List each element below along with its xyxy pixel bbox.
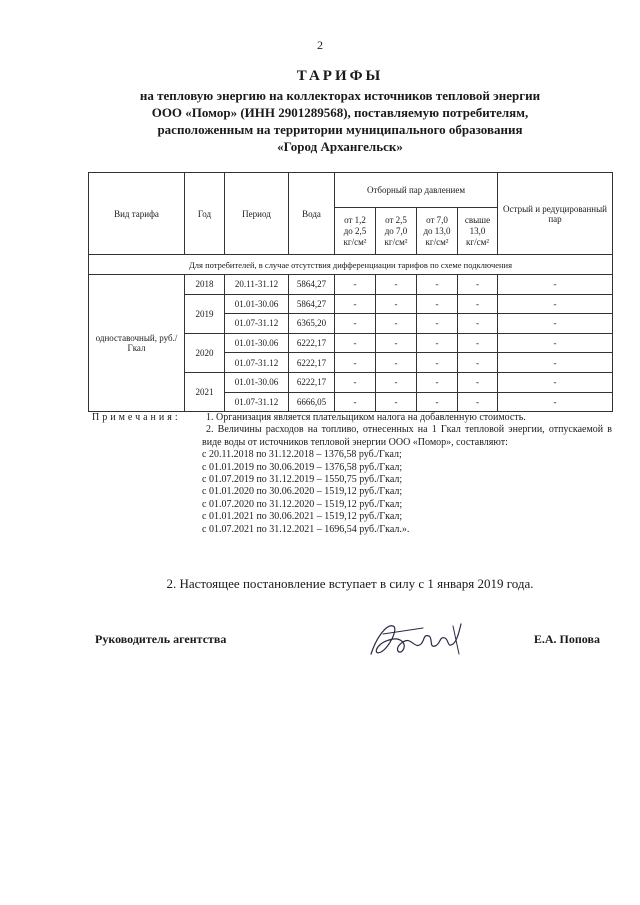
dash-cell: - [417,333,458,353]
page-number: 2 [317,38,323,52]
dash-cell: - [417,294,458,314]
fuel-line: с 01.01.2019 по 30.06.2019 – 1376,58 руб./Гкал; [202,461,403,473]
title-line-4: «Город Архангельск» [277,139,403,154]
notes-label: Примечания: [92,412,181,423]
period-cell: 01.07-31.12 [225,392,289,412]
section-label: Для потребителей, в случае отсутствия дифференциации тарифов по схеме подключения [89,255,613,275]
year-cell: 2021 [185,372,225,411]
title-line-2: ООО «Помор» (ИНН 2901289568), поставляемую потребителям, [151,105,529,120]
dash-cell: - [376,333,417,353]
dash-cell: - [335,275,376,295]
dash-cell: - [376,392,417,412]
dash-cell: - [335,353,376,373]
header-period: Период [225,173,289,255]
dash-cell: - [417,314,458,334]
year-cell: 2018 [185,275,225,295]
dash-cell: - [376,372,417,392]
fuel-line: с 01.07.2020 по 31.12.2020 – 1519,12 руб./Гкал; [202,498,403,510]
header-steam-2: от 2,5 до 7,0 кг/см² [376,208,417,255]
dash-cell: - [498,294,613,314]
water-cell: 5864,27 [289,294,335,314]
fuel-line: с 01.07.2021 по 31.12.2021 – 1696,54 руб./Гкал.». [202,523,410,535]
fuel-line: с 20.11.2018 по 31.12.2018 – 1376,58 руб./Гкал; [202,449,402,461]
fuel-line: с 01.01.2020 по 30.06.2020 – 1519,12 руб./Гкал; [202,486,403,498]
dash-cell: - [335,372,376,392]
header-steam-3: от 7,0 до 13,0 кг/см² [417,208,458,255]
period-cell: 01.01-30.06 [225,294,289,314]
dash-cell: - [458,392,498,412]
fuel-line: с 01.07.2019 по 31.12.2019 – 1550,75 руб./Гкал; [202,474,403,486]
dash-cell: - [498,392,613,412]
handwritten-signature-icon [363,614,473,666]
header-year: Год [185,173,225,255]
signature-block [95,632,600,662]
header-tariff-type: Вид тарифа [89,173,185,255]
year-cell: 2020 [185,333,225,372]
period-cell: 01.07-31.12 [225,314,289,334]
dash-cell: - [458,314,498,334]
dash-cell: - [498,372,613,392]
dash-cell: - [335,294,376,314]
title-main: ТАРИФЫ [296,68,384,84]
table-row [89,275,613,295]
water-cell: 6222,17 [289,333,335,353]
tariff-table [88,172,613,412]
water-cell: 6666,05 [289,392,335,412]
header-sharp-steam: Острый и редуцированный пар [498,173,613,255]
dash-cell: - [335,333,376,353]
dash-cell: - [417,372,458,392]
dash-cell: - [335,392,376,412]
period-cell: 01.01-30.06 [225,372,289,392]
dash-cell: - [498,314,613,334]
effective-date-clause: 2. Настоящее постановление вступает в силу с 1 января 2019 года. [166,576,534,591]
header-steam-4: свыше 13,0 кг/см² [458,208,498,255]
signatory-title: Руководитель агентства [95,632,227,646]
period-cell: 20.11-31.12 [225,275,289,295]
water-cell: 5864,27 [289,275,335,295]
dash-cell: - [376,294,417,314]
dash-cell: - [376,275,417,295]
dash-cell: - [376,314,417,334]
document-title [60,68,620,155]
title-line-1: на тепловую энергию на коллекторах источников тепловой энергии [139,88,541,103]
dash-cell: - [376,353,417,373]
dash-cell: - [458,333,498,353]
notes-body [202,412,612,536]
dash-cell: - [417,392,458,412]
header-water: Вода [289,173,335,255]
header-steam-group: Отборный пар давлением [335,173,498,208]
dash-cell: - [498,333,613,353]
title-line-3: расположенным на территории муниципального образования [157,122,523,137]
dash-cell: - [498,275,613,295]
water-cell: 6222,17 [289,353,335,373]
note-item-1: 1. Организация является плательщиком налога на добавленную стоимость. [206,412,526,423]
water-cell: 6365,20 [289,314,335,334]
dash-cell: - [458,294,498,314]
dash-cell: - [417,275,458,295]
dash-cell: - [458,353,498,373]
dash-cell: - [335,314,376,334]
period-cell: 01.07-31.12 [225,353,289,373]
header-steam-1: от 1,2 до 2,5 кг/см² [335,208,376,255]
tariff-type-cell: одноставочный, руб./Гкал [89,275,185,412]
fuel-line: с 01.01.2021 по 30.06.2021 – 1519,12 руб./Гкал; [202,511,403,523]
note-item-2: 2. Величины расходов на топливо, отнесенных на 1 Гкал тепловой энергии, отпускаемой в виде воды от источников тепловой энергии ООО «Помор», составляют: [202,424,612,448]
water-cell: 6222,17 [289,372,335,392]
year-cell: 2019 [185,294,225,333]
dash-cell: - [458,372,498,392]
dash-cell: - [498,353,613,373]
dash-cell: - [458,275,498,295]
signatory-name: Е.А. Попова [533,632,600,646]
period-cell: 01.01-30.06 [225,333,289,353]
dash-cell: - [417,353,458,373]
